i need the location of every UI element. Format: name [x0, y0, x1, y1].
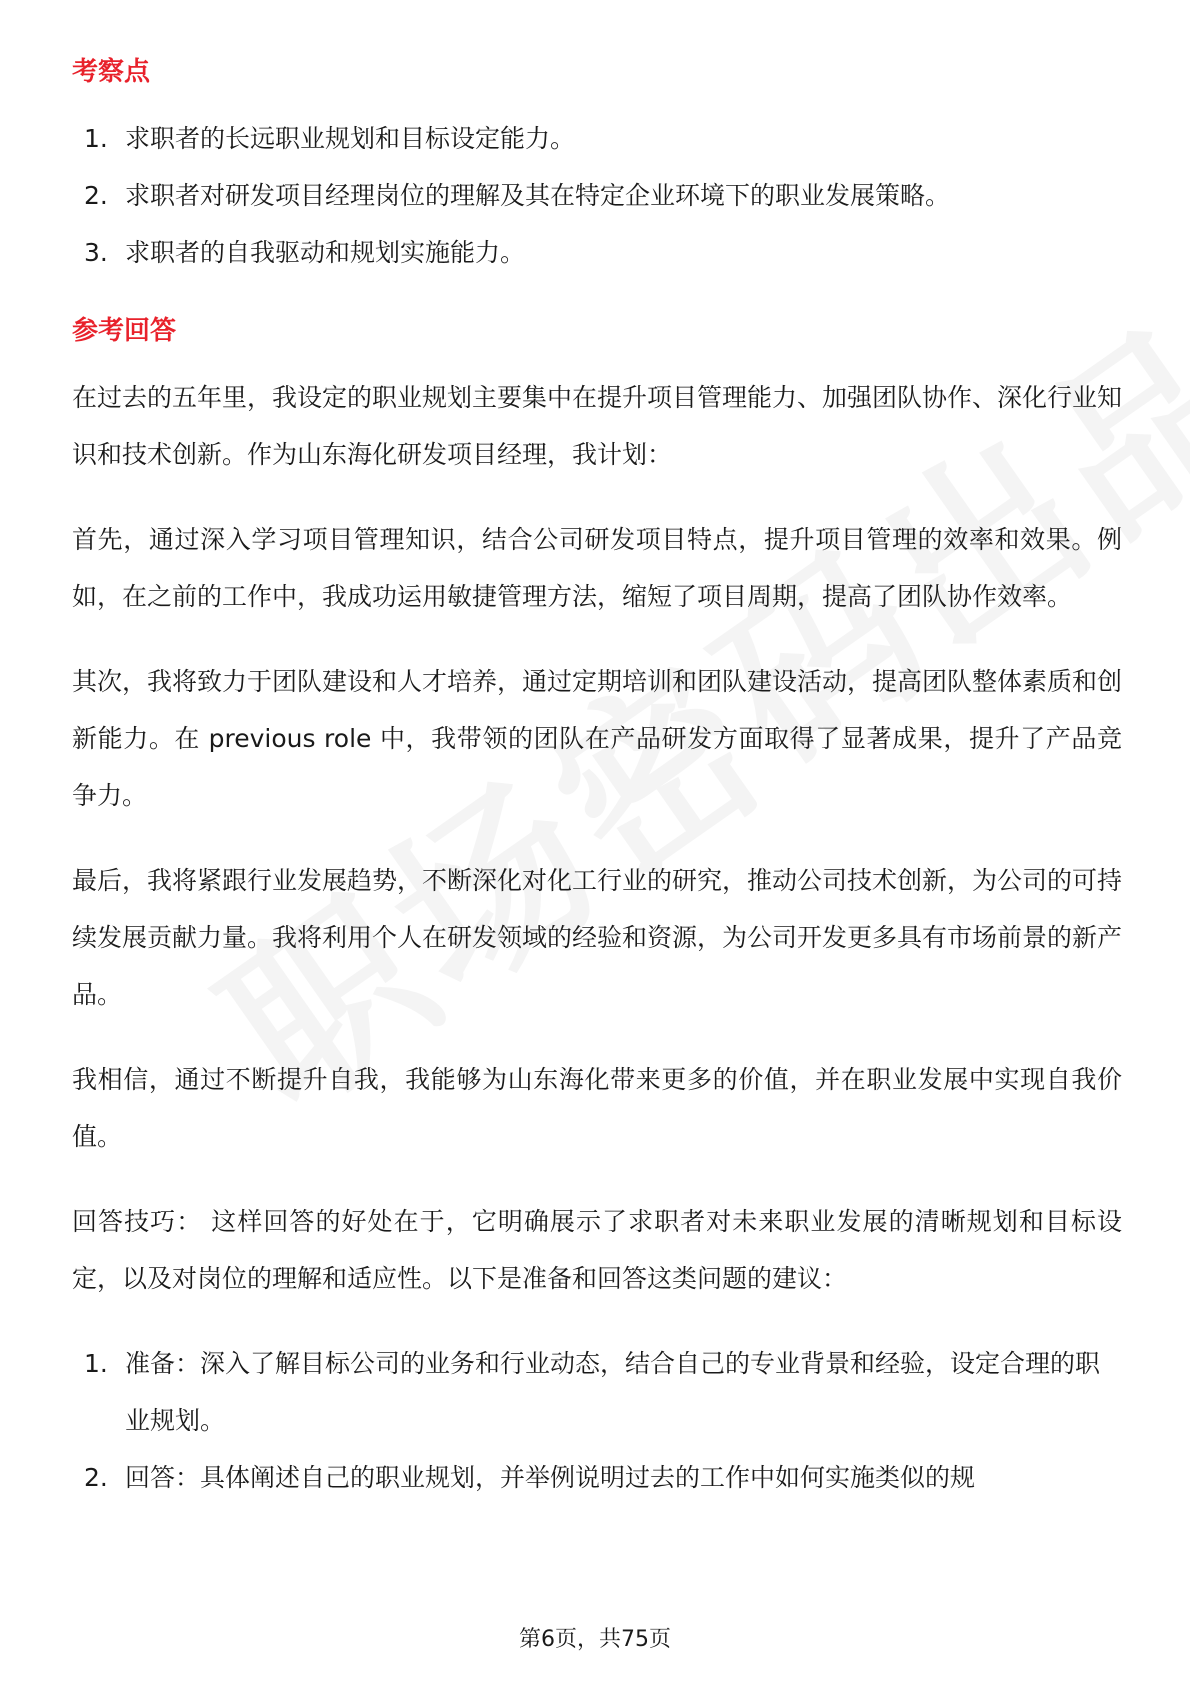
- page-content: [72, 48, 1122, 1506]
- tips-list: [72, 1335, 1122, 1506]
- list-item: [72, 1449, 1122, 1506]
- exam-points-list: [72, 110, 1122, 281]
- paragraph: 我相信，通过不断提升自我，我能够为山东海化带来更多的价值，并在职业发展中实现自我价值。: [72, 1065, 1122, 1151]
- list-item-number: 3.: [84, 238, 108, 267]
- list-item-number: 2.: [84, 181, 108, 210]
- list-item-text: 求职者的长远职业规划和目标设定能力。: [125, 124, 576, 153]
- paragraph: 首先，通过深入学习项目管理知识，结合公司研发项目特点，提升项目管理的效率和效果。例如，在之前的工作中，我成功运用敏捷管理方法，缩短了项目周期，提高了团队协作效率。: [72, 525, 1122, 611]
- section-title-reference-answer: 参考回答: [72, 316, 177, 346]
- list-item-text: 求职者对研发项目经理岗位的理解及其在特定企业环境下的职业发展策略。: [125, 181, 951, 210]
- list-item-text: 求职者的自我驱动和规划实施能力。: [125, 238, 526, 267]
- section-title-exam-points: 考察点: [72, 57, 151, 87]
- paragraph: 最后，我将紧跟行业发展趋势，不断深化对化工行业的研究，推动公司技术创新，为公司的可持续发展贡献力量。我将利用个人在研发领域的经验和资源，为公司开发更多具有市场前景的新产品。: [72, 866, 1123, 1009]
- list-item: [72, 1335, 1122, 1449]
- list-item-number: 1.: [84, 124, 108, 153]
- list-item: [72, 167, 1122, 224]
- paragraph: 在过去的五年里，我设定的职业规划主要集中在提升项目管理能力、加强团队协作、深化行业知识和技术创新。作为山东海化研发项目经理，我计划：: [72, 383, 1123, 469]
- list-item: [72, 110, 1122, 167]
- list-item-text: 准备：深入了解目标公司的业务和行业动态，结合自己的专业背景和经验，设定合理的职业规划。: [125, 1349, 1101, 1435]
- paragraph-answer-tips: 回答技巧： 这样回答的好处在于，它明确展示了求职者对未来职业发展的清晰规划和目标设定，以及对岗位的理解和适应性。以下是准备和回答这类问题的建议：: [72, 1207, 1122, 1293]
- list-item-number: 1.: [84, 1349, 108, 1378]
- paragraph: 其次，我将致力于团队建设和人才培养，通过定期培训和团队建设活动，提高团队整体素质和创新能力。在 previous role 中，我带领的团队在产品研发方面取得了显著成果，提升了产品竞争力。: [72, 667, 1123, 810]
- list-item-text: 回答：具体阐述自己的职业规划，并举例说明过去的工作中如何实施类似的规: [125, 1463, 976, 1492]
- list-item: [72, 224, 1122, 281]
- page-footer: 第6页，共75页: [519, 1627, 671, 1652]
- list-item-number: 2.: [84, 1463, 108, 1492]
